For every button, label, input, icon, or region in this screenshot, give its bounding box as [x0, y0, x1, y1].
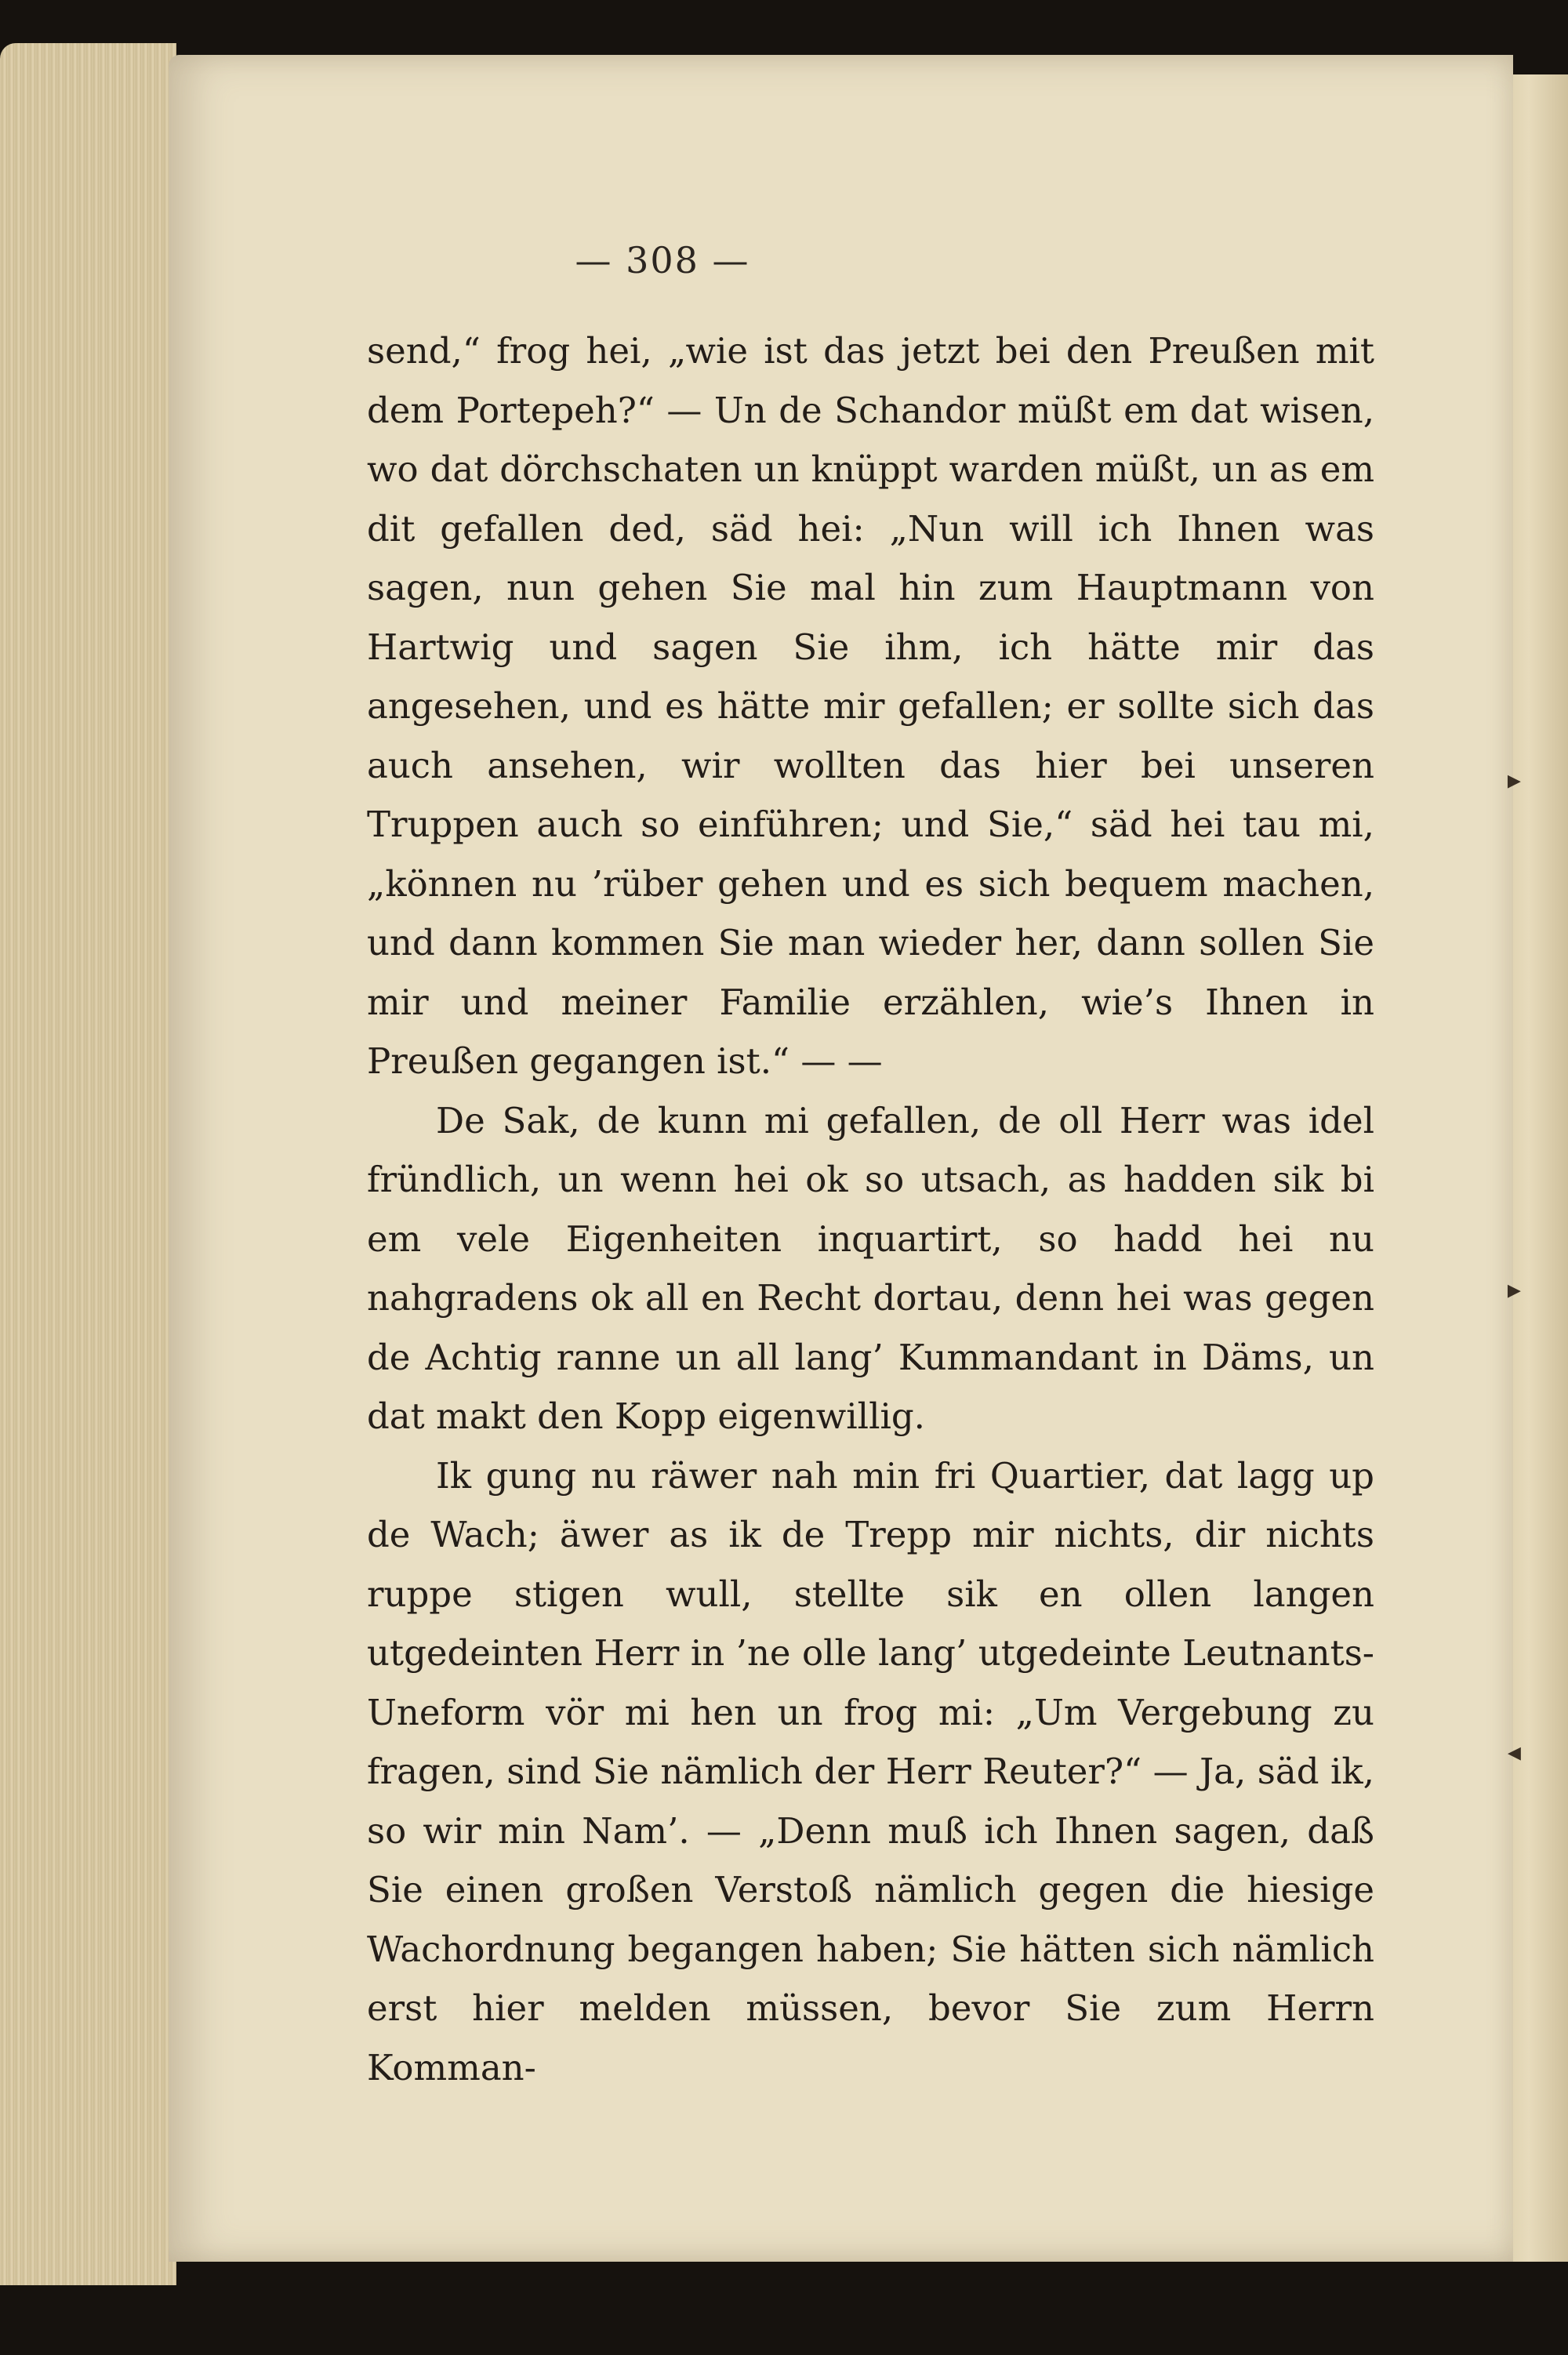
margin-tab-mark: ▸: [1507, 764, 1521, 796]
left-page-stack: [0, 43, 176, 2285]
margin-tab-mark: ◂: [1507, 1736, 1521, 1768]
paragraph-1: send,“ frog hei, „wie ist das jetzt bei den Preußen mit dem Portepeh?“ — Un de Schandor müßt em dat wisen, wo dat dörchschaten un knüppt warden müßt, un as em dit gefallen ded, säd hei: „Nun will ich Ihnen was sagen, nun gehen Sie mal hin zum Hauptmann von Hartwig und sagen Sie ihm, ich hätte mir das angesehen, und es hätte mir gefallen; er sollte sich das auch ansehen, wir wollten das hier bei unseren Truppen auch so einführen; und Sie,“ säd hei tau mi, „können nu ’rüber gehen und es sich bequem machen, und dann kommen Sie man wieder her, dann sollen Sie mir und meiner Familie erzählen, wie’s Ihnen in Preußen gegangen ist.“ — —: [367, 330, 1374, 1082]
margin-tab-mark: ▸: [1507, 1274, 1521, 1305]
page-text: [367, 321, 1374, 2097]
paragraph-2: De Sak, de kunn mi gefallen, de oll Herr was idel fründlich, un wenn hei ok so utsach, as hadden sik bi em vele Eigenheiten inquartirt, so hadd hei nu nahgradens ok all en Recht dortau, denn hei was gegen de Achtig ranne un all lang’ Kummandant in Däms, un dat makt den Kopp eigenwillig.: [367, 1099, 1374, 1437]
page-number: — 308 —: [575, 239, 750, 281]
paragraph-3: Ik gung nu räwer nah min fri Quartier, dat lagg up de Wach; äwer as ik de Trepp mir nichts, dir nichts ruppe stigen wull, stellte sik en ollen langen utgedeinten Herr in ’ne olle lang’ utgedeinte Leutnants-Uneform vör mi hen un frog mi: „Um Vergebung zu fragen, sind Sie nämlich der Herr Reuter?“ — Ja, säd ik, so wir min Nam’. — „Denn muß ich Ihnen sagen, daß Sie einen großen Verstoß nämlich gegen die hiesige Wachordnung begangen haben; Sie hätten sich nämlich erst hier melden müssen, bevor Sie zum Herrn Komman-: [367, 1454, 1374, 2088]
